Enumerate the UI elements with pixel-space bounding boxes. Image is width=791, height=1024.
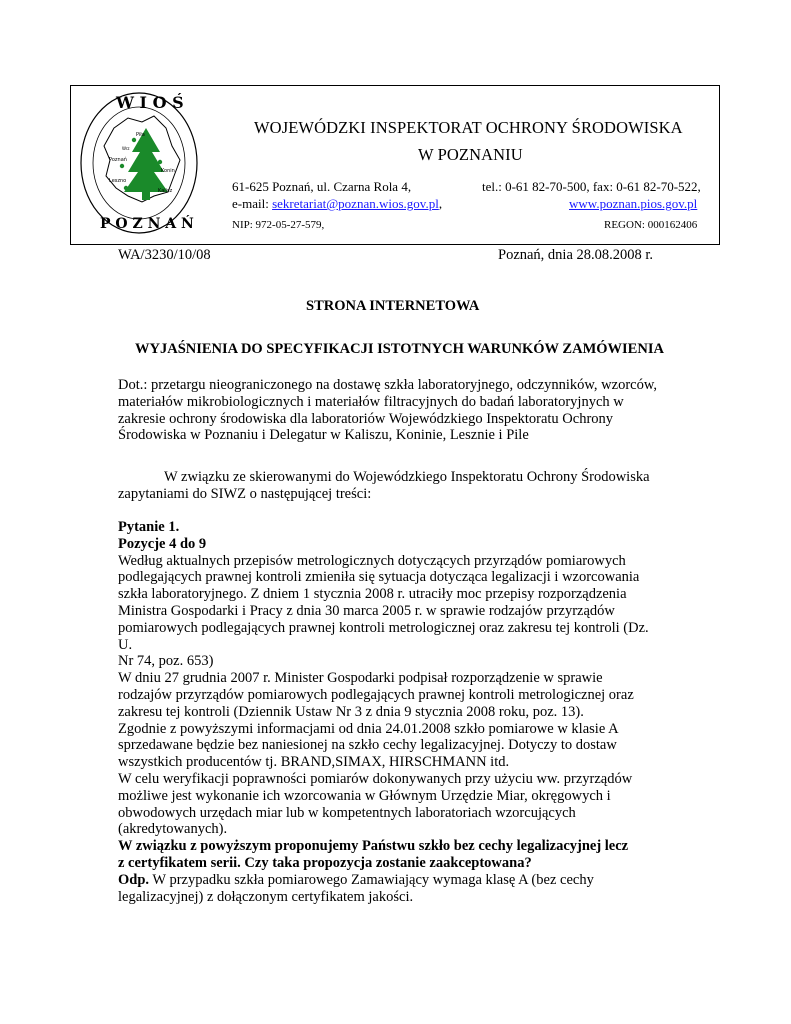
regon-number: REGON: 000162406 — [604, 219, 698, 231]
logo-top-text: W I O Ś — [116, 93, 184, 112]
text-line: W dniu 27 grudnia 2007 r. Minister Gospodarki podpisał rozporządzenie w sprawie — [118, 670, 603, 687]
heading-strona: STRONA INTERNETOWA — [306, 298, 480, 314]
text-line: szkła laboratoryjnego. Z dniem 1 stycznia 2008 r. utraciły moc przepisy rozporządzenia — [118, 586, 627, 603]
text-line: Zgodnie z powyższymi informacjami od dnia 24.01.2008 szkło pomiarowe w klasie A — [118, 720, 619, 737]
address: 61-625 Poznań, ul. Czarna Rola 4, — [232, 179, 412, 194]
text-line: zakresu tej kontroli (Dziennik Ustaw Nr 3 z dnia 9 stycznia 2008 roku, poz. 13). — [118, 703, 584, 720]
text-line: zakresie ochrony środowiska dla laboratoriów Wojewódzkiego Inspektoratu Ochrony — [118, 410, 614, 427]
map-label: Wrz — [122, 146, 130, 151]
text-line: materiałów mikrobiologicznych i materiałów filtracyjnych do badań laboratoryjnych w — [118, 393, 624, 410]
text-line: W celu weryfikacji poprawności pomiarów dokonywanych przy użyciu ww. przyrządów — [118, 770, 633, 787]
subject-paragraph — [118, 377, 657, 444]
website-row — [569, 196, 697, 212]
map-label: Leszno — [109, 178, 127, 184]
text-line: rodzajów przyrządów pomiarowych podlegających prawnej kontroli metrologicznej oraz — [118, 686, 634, 703]
answer-line: legalizacyjnej) z dołączonym certyfikatem jakości. — [118, 888, 414, 905]
reference-number: WA/3230/10/08 — [118, 247, 211, 263]
text-line: Nr 74, poz. 653) — [118, 653, 214, 670]
answer-line — [118, 872, 648, 889]
nip-number: NIP: 972-05-27-579, — [232, 219, 325, 231]
website-link[interactable]: www.poznan.pios.gov.pl — [569, 196, 698, 211]
text-line: sprzedawane będzie bez naniesionej na szkło cechy legalizacyjnej. Dotyczy to dostaw — [118, 737, 617, 754]
text-line: Według aktualnych przepisów metrologicznych dotyczących przyrządów pomiarowych — [118, 552, 626, 569]
question-title: Pytanie 1. — [118, 519, 180, 535]
intro-line: W związku ze skierowanymi do Wojewódzkiego Inspektoratu Ochrony Środowiska — [164, 469, 650, 485]
text-line: Środowiska w Poznaniu i Delegatur w Kaliszu, Koninie, Lesznie i Pile — [118, 427, 529, 444]
question-line: W związku z powyższym proponujemy Państwu szkło bez cechy legalizacyjnej lecz — [118, 838, 629, 855]
map-label: Piła — [136, 132, 145, 138]
email-comma: , — [438, 196, 443, 211]
wios-logo — [76, 88, 202, 238]
phone-fax: tel.: 0-61 82-70-500, fax: 0-61 82-70-522, — [482, 179, 701, 194]
institution-name: WOJEWÓDZKI INSPEKTORAT OCHRONY ŚRODOWISKA — [254, 118, 683, 137]
logo-bottom-text: P O Z N A Ń — [100, 216, 194, 232]
text-line: możliwe jest wykonanie ich wzorcowania w Głównym Urzędzie Miar, okręgowych i — [118, 787, 611, 804]
text-line: wszystkich producentów tj. BRAND,SIMAX, HIRSCHMANN itd. — [118, 754, 510, 771]
email-row — [232, 196, 442, 212]
answer-text: W przypadku szkła pomiarowego Zamawiający wymaga klasę A (bez cechy — [149, 871, 594, 888]
text-line: Ministra Gospodarki i Pracy z dnia 30 marca 2005 r. w sprawie rodzajów przyrządów — [118, 602, 615, 619]
map-label: Konin — [161, 168, 175, 174]
positions-title: Pozycje 4 do 9 — [118, 535, 207, 552]
map-label: Kalisz — [158, 188, 173, 194]
email-label: e-mail: — [232, 196, 269, 211]
institution-city: W POZNANIU — [418, 145, 523, 164]
text-line: U. — [118, 636, 133, 653]
question-section — [118, 519, 648, 905]
place-date: Poznań, dnia 28.08.2008 r. — [498, 247, 654, 263]
wios-logo-graphic — [76, 88, 202, 238]
text-line: (akredytowanych). — [118, 821, 228, 838]
text-line: podlegających prawnej kontroli zmieniła się sytuacja dotycząca legalizacji i wzorcowania — [118, 569, 640, 586]
map-label: Poznań — [109, 157, 127, 163]
text-line: Dot.: przetargu nieograniczonego na dostawę szkła laboratoryjnego, odczynników, wzorców, — [118, 377, 657, 393]
email-link[interactable]: sekretariat@poznan.wios.gov.pl — [272, 196, 439, 211]
text-line: pomiarowych podlegających prawnej kontroli metrologicznej oraz zakresu tej kontroli (Dz. — [118, 619, 649, 636]
answer-label: Odp. — [118, 871, 150, 888]
question-line: z certyfikatem serii. Czy taka propozycja zostanie zaakceptowana? — [118, 854, 532, 871]
intro-line: zapytaniami do SIWZ o następującej treści: — [118, 486, 372, 502]
text-line: obwodowych urzędach miar lub w kompetentnych laboratoriach wzorcujących — [118, 804, 576, 821]
heading-wyjasnienia: WYJAŚNIENIA DO SPECYFIKACJI ISTOTNYCH WARUNKÓW ZAMÓWIENIA — [135, 341, 664, 357]
